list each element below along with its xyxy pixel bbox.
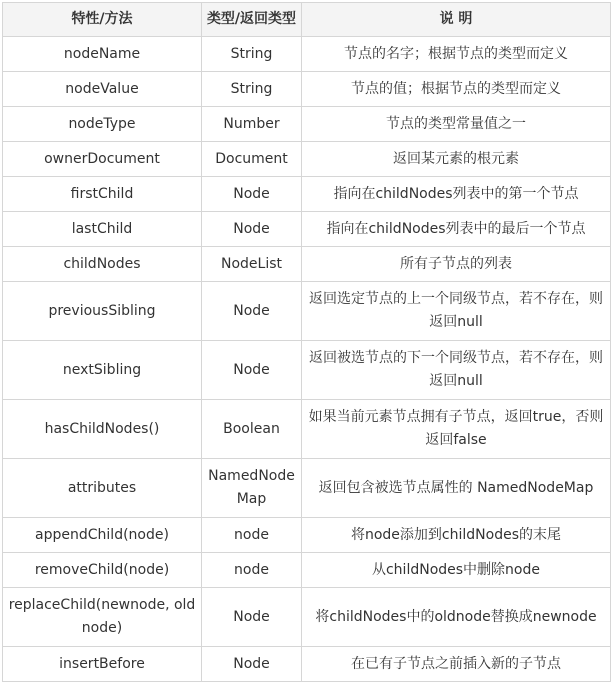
cell-type: NamedNodeMap [202, 459, 302, 518]
table-row [3, 588, 611, 647]
cell-name: previousSibling [3, 282, 202, 341]
table-row [3, 282, 611, 341]
cell-type: NodeList [202, 247, 302, 282]
cell-type: Document [202, 142, 302, 177]
cell-type: node [202, 518, 302, 553]
table-row [3, 341, 611, 400]
cell-name: nodeType [3, 107, 202, 142]
cell-description: 节点的名字；根据节点的类型而定义 [302, 37, 611, 72]
table-row [3, 553, 611, 588]
cell-type: Node [202, 282, 302, 341]
table-row [3, 37, 611, 72]
cell-type: Node [202, 212, 302, 247]
cell-type: Node [202, 647, 302, 682]
table-row [3, 72, 611, 107]
cell-description: 指向在childNodes列表中的第一个节点 [302, 177, 611, 212]
cell-description: 返回某元素的根元素 [302, 142, 611, 177]
cell-type: Node [202, 177, 302, 212]
table-row [3, 518, 611, 553]
cell-description: 节点的类型常量值之一 [302, 107, 611, 142]
header-property-method: 特性/方法 [3, 3, 202, 37]
cell-name: lastChild [3, 212, 202, 247]
cell-type: Boolean [202, 400, 302, 459]
table-row [3, 212, 611, 247]
cell-name: ownerDocument [3, 142, 202, 177]
table-row [3, 142, 611, 177]
table-row [3, 177, 611, 212]
cell-name: hasChildNodes() [3, 400, 202, 459]
cell-description: 将childNodes中的oldnode替换成newnode [302, 588, 611, 647]
cell-type: Node [202, 588, 302, 647]
cell-name: nodeName [3, 37, 202, 72]
table-row [3, 400, 611, 459]
cell-type: Node [202, 341, 302, 400]
cell-description: 返回包含被选节点属性的 NamedNodeMap [302, 459, 611, 518]
cell-name: childNodes [3, 247, 202, 282]
cell-name: replaceChild(newnode, oldnode) [3, 588, 202, 647]
table-row [3, 459, 611, 518]
cell-name: insertBefore [3, 647, 202, 682]
cell-description: 指向在childNodes列表中的最后一个节点 [302, 212, 611, 247]
cell-type: node [202, 553, 302, 588]
table-row [3, 247, 611, 282]
cell-name: firstChild [3, 177, 202, 212]
cell-description: 返回被选节点的下一个同级节点，若不存在，则返回null [302, 341, 611, 400]
dom-properties-table [2, 2, 611, 682]
cell-name: appendChild(node) [3, 518, 202, 553]
header-type-return-type: 类型/返回类型 [202, 3, 302, 37]
table-row [3, 107, 611, 142]
header-description: 说 明 [302, 3, 611, 37]
table-row [3, 647, 611, 682]
cell-name: nodeValue [3, 72, 202, 107]
cell-type: String [202, 72, 302, 107]
cell-name: attributes [3, 459, 202, 518]
cell-type: String [202, 37, 302, 72]
cell-type: Number [202, 107, 302, 142]
cell-description: 返回选定节点的上一个同级节点，若不存在，则返回null [302, 282, 611, 341]
cell-name: nextSibling [3, 341, 202, 400]
cell-description: 从childNodes中删除node [302, 553, 611, 588]
cell-description: 如果当前元素节点拥有子节点，返回true，否则返回false [302, 400, 611, 459]
cell-description: 节点的值；根据节点的类型而定义 [302, 72, 611, 107]
table-header-row [3, 3, 611, 37]
cell-name: removeChild(node) [3, 553, 202, 588]
cell-description: 所有子节点的列表 [302, 247, 611, 282]
cell-description: 将node添加到childNodes的末尾 [302, 518, 611, 553]
cell-description: 在已有子节点之前插入新的子节点 [302, 647, 611, 682]
